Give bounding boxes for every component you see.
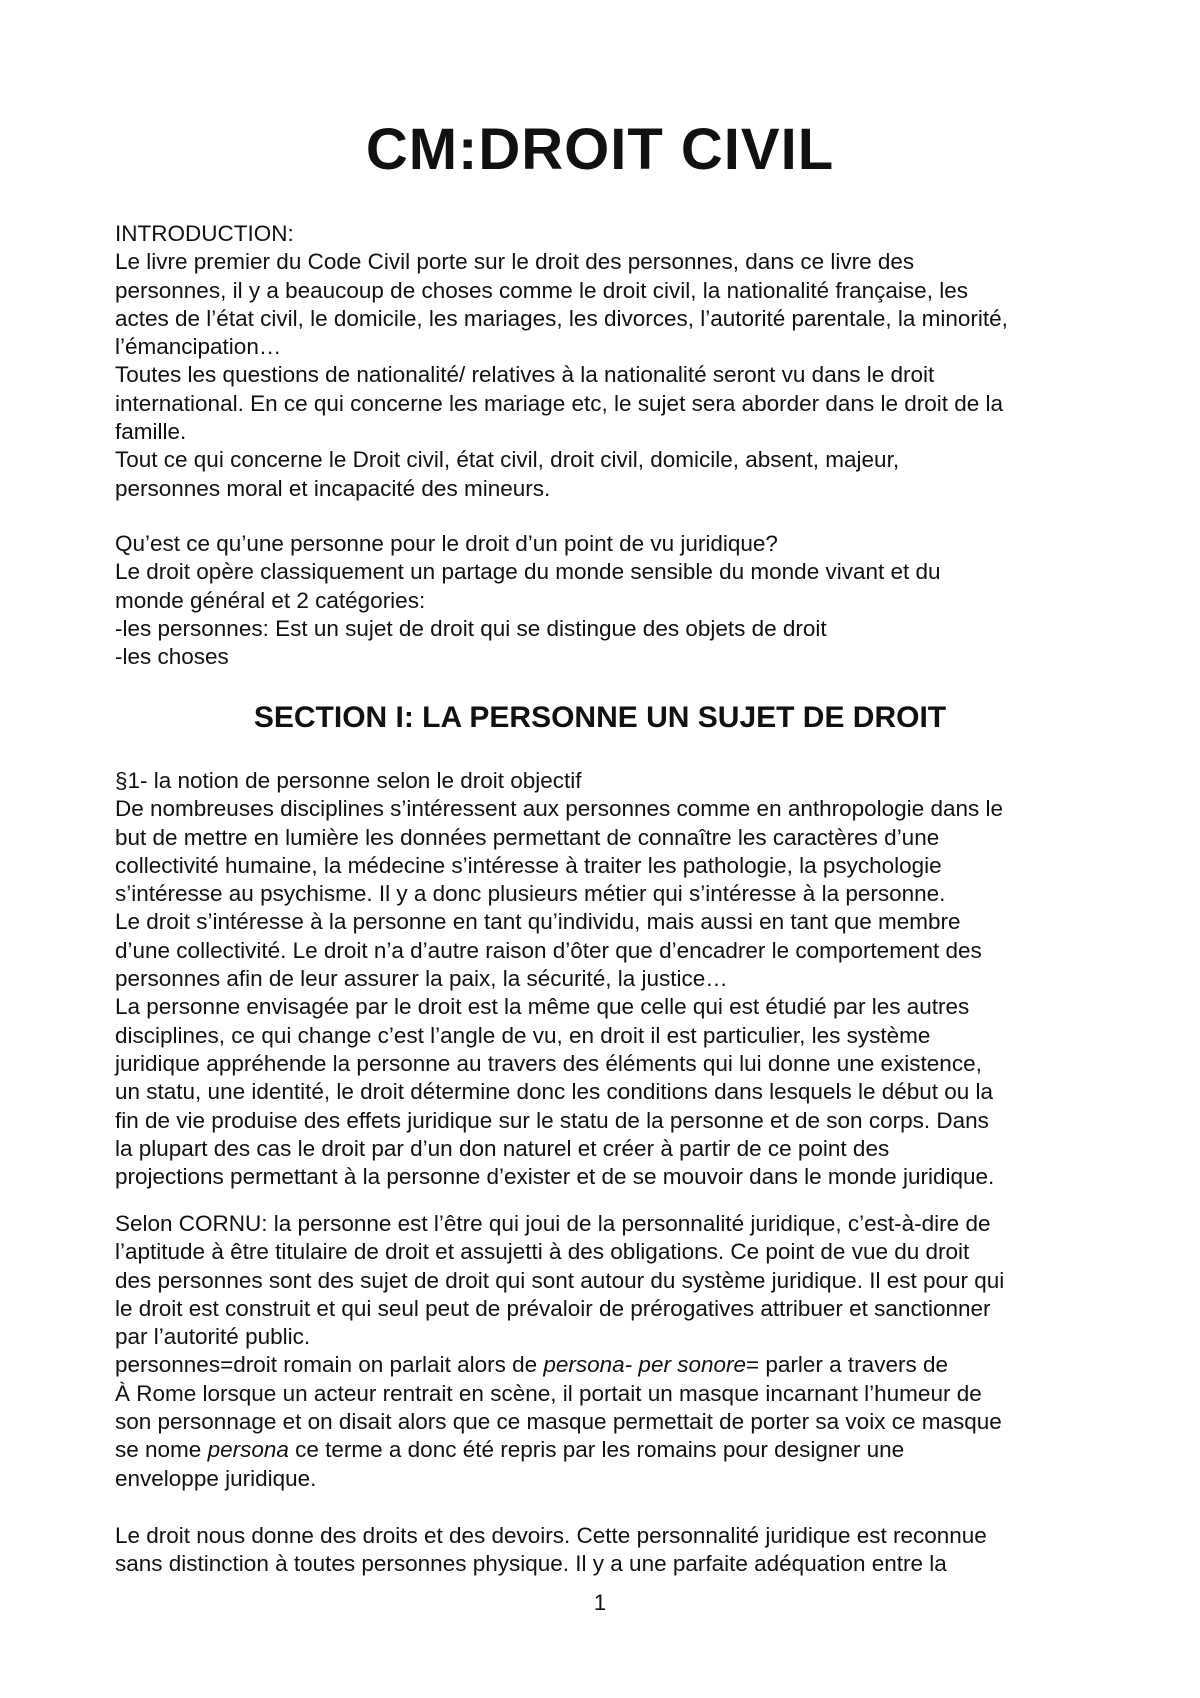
rome-end-line: enveloppe juridique. xyxy=(115,1465,317,1491)
cornu-line: Selon CORNU: la personne est l’être qui joui de la personnalité juridique, c’est-à-dire de xyxy=(115,1211,991,1236)
question-line: monde général et 2 catégories: xyxy=(115,587,426,613)
section-heading: SECTION I: LA PERSONNE UN SUJET DE DROIT xyxy=(253,701,947,734)
rome-line: À Rome lorsque un acteur rentrait en scène, il portait un masque incarnant l’humeur de xyxy=(115,1380,982,1406)
section-line: s’intéresse au psychisme. Il y a donc plusieurs métier qui s’intéresse à la personne. xyxy=(115,881,946,907)
persona-name-after: ce terme a donc été repris par les romains pour designer une xyxy=(288,1437,905,1463)
intro-line: personnes moral et incapacité des mineurs. xyxy=(115,475,551,501)
document-title: CM:DROIT CIVIL xyxy=(365,117,835,182)
section-line: La personne envisagée par le droit est la même que celle qui est étudié par les autres xyxy=(115,994,970,1020)
final-line: sans distinction à toutes personnes physique. Il y a une parfaite adéquation entre la xyxy=(115,1551,947,1577)
question-block xyxy=(115,530,1105,671)
intro-line: Toutes les questions de nationalité/ relatives à la nationalité seront vu dans le droit xyxy=(115,362,935,388)
section-line: un statu, une identité, le droit détermine donc les conditions dans lesquels le début ou la xyxy=(115,1079,994,1105)
final-line: Le droit nous donne des droits et des devoirs. Cette personnalité juridique est reconnue xyxy=(115,1523,987,1548)
persona-name-term: persona xyxy=(207,1437,289,1463)
question-line: Qu’est ce qu’une personne pour le droit d’un point de vu juridique? xyxy=(115,531,778,556)
section-line: d’une collectivité. Le droit n’a d’autre raison d’ôter que d’encadrer le comportement des xyxy=(115,937,982,963)
rome-line: son personnage et on disait alors que ce masque permettait de porter sa voix ce masque xyxy=(115,1409,1002,1435)
persona-line-after: = parler a travers de xyxy=(746,1352,948,1378)
intro-line: INTRODUCTION: xyxy=(115,221,294,246)
persona-term: persona- per sonore xyxy=(543,1352,746,1378)
intro-line: l’émancipation… xyxy=(115,334,282,360)
section-block xyxy=(115,767,1105,1191)
section-line: fin de vie produise des effets juridique sur le statu de la personne et de son corps. Dans xyxy=(115,1107,989,1133)
section-line: De nombreuses disciplines s’intéressent aux personnes comme en anthropologie dans le xyxy=(115,796,1004,822)
section-line: la plupart des cas le droit par d’un don naturel et créer à partir de ce point des xyxy=(115,1135,890,1161)
intro-line: Le livre premier du Code Civil porte sur le droit des personnes, dans ce livre des xyxy=(115,249,915,275)
cornu-line: le droit est construit et qui seul peut de prévaloir de prérogatives attribuer et sanctionner xyxy=(115,1295,991,1321)
page-number: 1 xyxy=(593,1590,607,1615)
intro-line: Tout ce qui concerne le Droit civil, état civil, droit civil, domicile, absent, majeur, xyxy=(115,447,900,473)
intro-line: international. En ce qui concerne les mariage etc, le sujet sera aborder dans le droit de la xyxy=(115,390,1004,416)
question-line: Le droit opère classiquement un partage du monde sensible du monde vivant et du xyxy=(115,559,941,585)
cornu-line: des personnes sont des sujet de droit qui sont autour du système juridique. Il est pour qui xyxy=(115,1267,1005,1293)
intro-line: actes de l’état civil, le domicile, les mariages, les divorces, l’autorité parentale, la minorité, xyxy=(115,305,1008,331)
question-line: -les choses xyxy=(115,644,229,670)
section-line: Le droit s’intéresse à la personne en tant qu’individu, mais aussi en tant que membre xyxy=(115,909,961,935)
persona-name-before: se nome xyxy=(115,1437,208,1463)
cornu-line: par l’autorité public. xyxy=(115,1324,311,1350)
intro-line: famille. xyxy=(115,419,187,445)
section-line: projections permettant à la personne d’exister et de se mouvoir dans le monde juridique. xyxy=(115,1164,995,1190)
final-block xyxy=(115,1522,1105,1579)
section-line: but de mettre en lumière les données permettant de connaître les caractères d’une xyxy=(115,824,940,850)
section-line: juridique appréhende la personne au travers des éléments qui lui donne une existence, xyxy=(115,1050,982,1076)
section-line: personnes afin de leur assurer la paix, la sécurité, la justice… xyxy=(115,966,728,992)
section-line: collectivité humaine, la médecine s’intéresse à traiter les pathologie, la psychologie xyxy=(115,852,942,878)
cornu-block xyxy=(115,1210,1105,1493)
persona-line-before: personnes=droit romain on parlait alors de xyxy=(115,1352,544,1378)
section-line: disciplines, ce qui change c’est l’angle de vu, en droit il est particulier, les système xyxy=(115,1022,931,1048)
cornu-line: l’aptitude à être titulaire de droit et assujetti à des obligations. Ce point de vue du droit xyxy=(115,1239,970,1265)
persona-line xyxy=(115,1351,1105,1379)
intro-line: personnes, il y a beaucoup de choses comme le droit civil, la nationalité française, les xyxy=(115,277,968,303)
section-line: §1- la notion de personne selon le droit objectif xyxy=(115,768,582,793)
persona-name-line xyxy=(115,1436,1105,1464)
question-line: -les personnes: Est un sujet de droit qui se distingue des objets de droit xyxy=(115,615,827,641)
introduction-block xyxy=(115,220,1105,503)
